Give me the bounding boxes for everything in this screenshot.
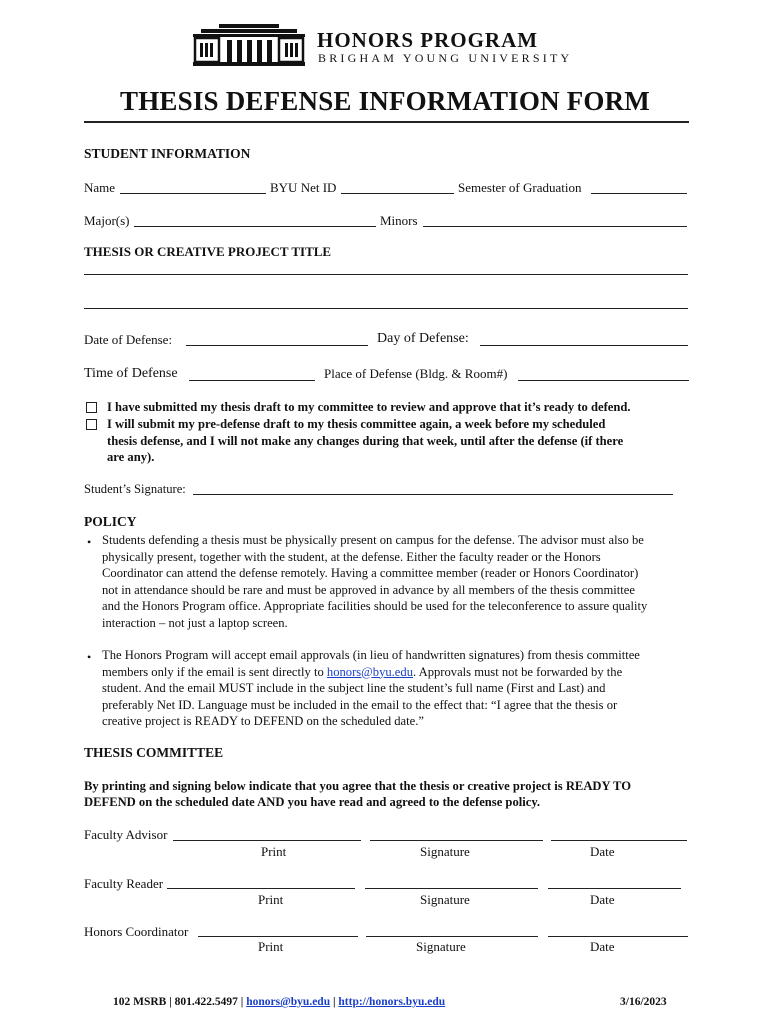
policy-p2-line: creative project is READY to DEFEND on the scheduled date.” xyxy=(102,714,424,729)
faculty-advisor-print-field[interactable] xyxy=(173,840,361,841)
footer-phone: 801.422.5497 xyxy=(174,996,238,1008)
policy-p1-line: Students defending a thesis must be physically present on campus for the defense. The advisor must also be xyxy=(102,533,644,547)
faculty-advisor-signature-field[interactable] xyxy=(370,840,543,841)
form-title: THESIS DEFENSE INFORMATION FORM xyxy=(119,86,650,116)
faculty-reader-signature-field[interactable] xyxy=(365,888,538,889)
policy-heading: POLICY xyxy=(84,514,137,529)
thesis-title-line-2[interactable] xyxy=(84,308,688,309)
committee-statement-1: By printing and signing below indicate that you agree that the thesis or creative project is READY TO xyxy=(84,779,632,793)
faculty-advisor-label: Faculty Advisor xyxy=(84,827,168,842)
checkbox-draft-submitted[interactable] xyxy=(86,402,97,413)
policy-p1-line: Coordinator can attend the defense remotely. Having a committee member (reader or Honors Coordinator) xyxy=(102,566,639,581)
checkbox-pre-defense-label-3: are any). xyxy=(107,450,155,464)
policy-bullet-2: • xyxy=(87,650,92,664)
time-of-defense-field[interactable] xyxy=(189,380,315,381)
thesis-title-line-1[interactable] xyxy=(84,274,688,275)
footer-date: 3/16/2023 xyxy=(620,996,667,1008)
faculty-reader-date-field[interactable] xyxy=(548,888,681,889)
majors-label: Major(s) xyxy=(84,213,130,228)
honors-coordinator-print-field[interactable] xyxy=(198,936,358,937)
time-of-defense-label: Time of Defense xyxy=(84,366,178,381)
policy-p2-text: . Approvals must not be forwarded by the xyxy=(413,664,623,679)
thesis-title-heading: THESIS OR CREATIVE PROJECT TITLE xyxy=(84,244,332,259)
policy-p1-line: and the Honors Program office. Appropriate facilities should be used for the teleconference to assure quality xyxy=(102,599,648,614)
footer-separator: | xyxy=(169,996,172,1008)
policy-paragraph-1 xyxy=(102,532,647,632)
policy-p1-line: interaction – not just a laptop screen. xyxy=(102,615,288,630)
netid-field[interactable] xyxy=(341,193,454,194)
honors-coordinator-date-field[interactable] xyxy=(548,936,688,937)
student-info-heading: STUDENT INFORMATION xyxy=(84,146,251,161)
honors-program-logo xyxy=(193,24,305,66)
majors-field[interactable] xyxy=(134,226,376,227)
brand-subtitle: BRIGHAM YOUNG UNIVERSITY xyxy=(318,51,573,65)
honors-coordinator-signature-caption: Signature xyxy=(416,939,466,954)
faculty-advisor-print-caption: Print xyxy=(261,844,287,859)
faculty-advisor-date-field[interactable] xyxy=(551,840,687,841)
footer-address: 102 MSRB xyxy=(113,996,167,1008)
honors-coordinator-date-caption: Date xyxy=(590,939,615,954)
policy-p2-line: preferably Net ID. Language must be included in the email to the effect that: “I agree that the thesis or xyxy=(102,697,618,712)
footer-separator: | xyxy=(332,996,336,1008)
thesis-committee-heading: THESIS COMMITTEE xyxy=(84,745,224,760)
policy-p1-line: physically present, together with the student, at the defense. Either the faculty reader or the Honors xyxy=(102,549,601,564)
place-of-defense-field[interactable] xyxy=(518,380,689,381)
honors-coordinator-label: Honors Coordinator xyxy=(84,924,189,939)
footer-separator: | xyxy=(240,996,244,1008)
checkbox-pre-defense-label-2: thesis defense, and I will not make any changes during that week, until after the defense (if there xyxy=(107,434,624,448)
honors-coordinator-print-caption: Print xyxy=(258,939,284,954)
semester-label: Semester of Graduation xyxy=(458,180,582,195)
honors-coordinator-signature-field[interactable] xyxy=(366,936,538,937)
minors-label: Minors xyxy=(380,213,418,228)
policy-p2-line: The Honors Program will accept email approvals (in lieu of handwritten signatures) from thesis committee xyxy=(102,648,640,662)
policy-p2-text: members only if the email is sent directly to xyxy=(102,664,327,679)
faculty-reader-signature-caption: Signature xyxy=(420,892,470,907)
footer-website-link[interactable]: http://honors.byu.edu xyxy=(338,996,446,1008)
semester-field[interactable] xyxy=(591,193,687,194)
title-rule xyxy=(84,121,689,123)
checkbox-pre-defense-label-1: I will submit my pre-defense draft to my thesis committee again, a week before my scheduled xyxy=(107,417,606,431)
minors-field[interactable] xyxy=(423,226,687,227)
footer-email-link[interactable]: honors@byu.edu xyxy=(246,996,331,1008)
checkbox-draft-submitted-label: I have submitted my thesis draft to my committee to review and approve that it’s ready to defend. xyxy=(107,400,631,414)
faculty-reader-print-field[interactable] xyxy=(167,888,355,889)
honors-email-link[interactable]: honors@byu.edu xyxy=(326,664,413,679)
day-of-defense-field[interactable] xyxy=(480,345,688,346)
faculty-advisor-signature-caption: Signature xyxy=(420,844,470,859)
policy-bullet-1: • xyxy=(87,535,92,549)
faculty-reader-print-caption: Print xyxy=(258,892,284,907)
name-label: Name xyxy=(84,180,116,195)
policy-p1-line: not in attendance should be rare and must be approved in advance by all members of the thesis committee xyxy=(102,582,635,597)
place-of-defense-label: Place of Defense (Bldg. & Room#) xyxy=(324,366,508,381)
netid-label: BYU Net ID xyxy=(270,180,337,195)
date-of-defense-label: Date of Defense: xyxy=(84,332,173,347)
policy-p2-line xyxy=(102,664,640,681)
faculty-advisor-date-caption: Date xyxy=(590,844,615,859)
brand-title: HONORS PROGRAM xyxy=(317,28,539,52)
day-of-defense-label: Day of Defense: xyxy=(377,331,469,346)
date-of-defense-field[interactable] xyxy=(186,345,368,346)
policy-paragraph-2 xyxy=(102,647,640,730)
student-signature-label: Student’s Signature: xyxy=(84,482,186,496)
faculty-reader-date-caption: Date xyxy=(590,892,615,907)
policy-p2-line: student. And the email MUST include in the subject line the student’s full name (First and Last) and xyxy=(102,681,606,696)
checkbox-pre-defense-draft[interactable] xyxy=(86,419,97,430)
student-signature-field[interactable] xyxy=(193,494,673,495)
name-field[interactable] xyxy=(120,193,266,194)
committee-statement-2: DEFEND on the scheduled date AND you have read and agreed to the defense policy. xyxy=(84,795,541,809)
faculty-reader-label: Faculty Reader xyxy=(84,876,164,891)
footer-contact xyxy=(113,996,445,1008)
